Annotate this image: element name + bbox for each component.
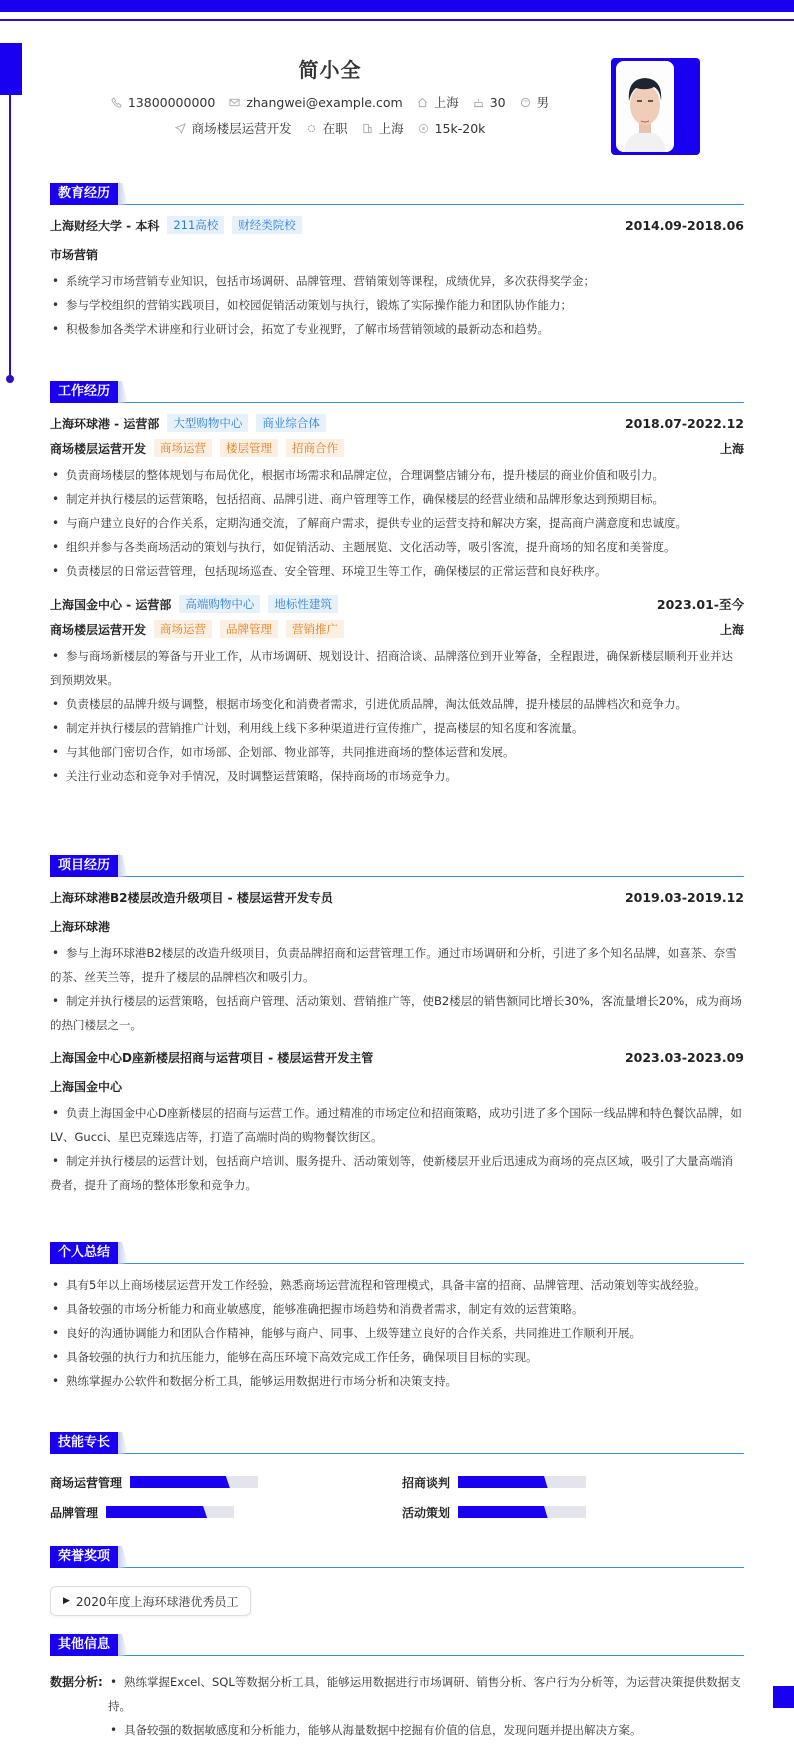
list-item: • 制定并执行楼层的营销推广计划，利用线上线下多种渠道进行宣传推广，提高楼层的知名度和客流量。 (50, 716, 744, 740)
top-accent-bar (0, 0, 794, 12)
project-row (50, 887, 744, 907)
date-range: 2023.01-至今 (656, 597, 744, 612)
list-item: • 具有5年以上商场楼层运营开发工作经验，熟悉商场运营流程和管理模式，具备丰富的招商、品牌管理、活动策划等实战经验。 (50, 1273, 744, 1297)
list-item: • 良好的沟通协调能力和团队合作精神，能够与商户、同事、上级等建立良好的合作关系，共同推进工作顺利开展。 (50, 1321, 744, 1345)
skill-item (402, 1504, 744, 1520)
section-title: 个人总结 (50, 1242, 118, 1264)
list-item: • 熟练掌握Excel、SQL等数据分析工具，能够运用数据进行市场调研、销售分析、客户行为分析等，为运营决策提供数据支持。 (108, 1670, 744, 1718)
section-title: 技能专长 (50, 1432, 118, 1454)
section-title: 教育经历 (50, 183, 118, 205)
job-role-row (50, 619, 744, 639)
job-company-row (50, 413, 744, 433)
section-summary (50, 1242, 744, 1393)
role-tag: 营销推广 (286, 620, 344, 638)
job-role: 商场楼层运营开发 (50, 441, 147, 456)
list-item: • 负责上海国金中心D座新楼层的招商与运营工作。通过精准的市场定位和招商策略，成功引进了多个国际一线品牌和特色餐饮品牌，如LV、Gucci、星巴克臻选店等，打造了高端时尚的购物餐饮街区。 (50, 1101, 744, 1149)
section-header (50, 1634, 744, 1656)
section-header (50, 1432, 744, 1454)
date-range: 2019.03-2019.12 (624, 889, 744, 905)
list-item: • 积极参加各类学术讲座和行业研讨会，拓宽了专业视野，了解市场营销领域的最新动态和趋势。 (50, 317, 744, 341)
summary-bullets (50, 1273, 744, 1393)
photo-frame (611, 58, 700, 155)
job-bullets (50, 644, 744, 788)
project-org: 上海环球港 (50, 919, 111, 934)
company-tag: 商业综合体 (256, 414, 326, 432)
list-item: • 具备较强的执行力和抗压能力，能够在高压环境下高效完成工作任务，确保项目目标的实现。 (50, 1345, 744, 1369)
other-row (50, 1670, 744, 1742)
section-other (50, 1634, 744, 1742)
contact-email: zhangwei@example.com (229, 95, 402, 110)
section-header (50, 1546, 744, 1568)
send-icon (175, 123, 186, 134)
role-tag: 品牌管理 (220, 620, 278, 638)
section-header (50, 381, 744, 403)
skill-item (402, 1474, 744, 1490)
section-title: 工作经历 (50, 381, 118, 403)
job-bullets (50, 463, 744, 583)
intent-status: 在职 (306, 119, 348, 137)
section-projects (50, 855, 744, 1197)
project-bullets (50, 1101, 744, 1197)
role-tag: 商场运营 (154, 439, 212, 457)
list-item: • 关注行业动态和竞争对手情况，及时调整运营策略，保持商场的市场竞争力。 (50, 764, 744, 788)
project-bullets (50, 941, 744, 1037)
skill-bar (106, 1506, 234, 1518)
status-icon (306, 123, 317, 134)
major-row (50, 244, 744, 264)
major: 市场营销 (50, 247, 99, 262)
list-item: • 熟练掌握办公软件和数据分析工具，能够运用数据进行市场分析和决策支持。 (50, 1369, 744, 1393)
section-awards (50, 1546, 744, 1616)
school-tag: 财经类院校 (232, 216, 302, 234)
project-org: 上海国金中心 (50, 1079, 123, 1094)
award-label: 2020年度上海环球港优秀员工 (75, 1594, 239, 1609)
job-role-row (50, 438, 744, 458)
contact-row (50, 93, 610, 111)
list-item: • 制定并执行楼层的运营计划，包括商户培训、服务提升、活动策划等，使新楼层开业后迅速成为商场的亮点区域，吸引了大量高端消费者，提升了商场的整体形象和竞争力。 (50, 1149, 744, 1197)
job-location: 上海 (719, 622, 744, 637)
date-range: 2014.09-2018.06 (624, 217, 744, 233)
other-bullets (108, 1670, 744, 1742)
list-item: • 制定并执行楼层的运营策略，包括商户管理、活动策划、营销推广等，使B2楼层的销售额同比增长30%，客流量增长20%，成为商场的热门楼层之一。 (50, 989, 744, 1037)
education-bullets (50, 269, 744, 341)
company-tag: 大型购物中心 (167, 414, 248, 432)
role-tag: 招商合作 (286, 439, 344, 457)
section-work (50, 381, 744, 788)
company-tag: 高端购物中心 (179, 595, 260, 613)
skill-name: 品牌管理 (50, 1505, 99, 1520)
skill-item (50, 1474, 402, 1490)
section-title: 荣誉奖项 (50, 1546, 118, 1568)
intent-salary: 15k-20k (418, 121, 486, 136)
section-skills (50, 1432, 744, 1520)
skill-item (50, 1504, 402, 1520)
avatar (616, 61, 674, 152)
section-title: 项目经历 (50, 855, 118, 877)
school-name: 上海财经大学 - 本科 (50, 218, 160, 233)
list-item: • 参与上海环球港B2楼层的改造升级项目，负责品牌招商和运营管理工作。通过市场调研和分析，引进了多个知名品牌，如喜茶、奈雪的茶、丝芙兰等，提升了楼层的品牌档次和吸引力。 (50, 941, 744, 989)
intent-position: 商场楼层运营开发 (175, 119, 292, 137)
list-item: • 制定并执行楼层的运营策略，包括招商、品牌引进、商户管理等工作，确保楼层的经营业绩和品牌形象达到预期目标。 (50, 487, 744, 511)
list-item: • 负责商场楼层的整体规划与布局优化，根据市场需求和品牌定位，合理调整店铺分布，提升楼层的商业价值和吸引力。 (50, 463, 744, 487)
project-org-row (50, 1076, 744, 1096)
job-location: 上海 (719, 441, 744, 456)
resume-header (50, 55, 610, 137)
contact-phone: 13800000000 (111, 95, 215, 110)
company-tag: 地标性建筑 (268, 595, 338, 613)
company-name: 上海环球港 - 运营部 (50, 416, 160, 431)
skills-grid (50, 1474, 744, 1520)
section-title: 其他信息 (50, 1634, 118, 1656)
date-range: 2023.03-2023.09 (624, 1049, 744, 1065)
skill-bar (130, 1476, 258, 1488)
list-item: • 参与学校组织的营销实践项目，如校园促销活动策划与执行，锻炼了实际操作能力和团队协作能力； (50, 293, 744, 317)
project-org-row (50, 916, 744, 936)
education-row (50, 215, 744, 235)
section-header (50, 183, 744, 205)
role-tag: 楼层管理 (220, 439, 278, 457)
salary-icon (418, 123, 429, 134)
cake-icon (473, 97, 484, 108)
role-tag: 商场运营 (154, 620, 212, 638)
candidate-name: 简小全 (298, 58, 362, 82)
left-accent-block (0, 43, 22, 95)
building-icon (362, 123, 373, 134)
list-item: • 参与商场新楼层的筹备与开业工作，从市场调研、规划设计、招商洽谈、品牌落位到开业筹备，全程跟进，确保新楼层顺利开业并达到预期效果。 (50, 644, 744, 692)
skill-name: 活动策划 (402, 1505, 451, 1520)
intent-city: 上海 (362, 119, 404, 137)
list-item: • 与其他部门密切合作，如市场部、企划部、物业部等，共同推进商场的整体运营和发展。 (50, 740, 744, 764)
list-item: • 负责楼层的品牌升级与调整，根据市场变化和消费者需求，引进优质品牌，淘汰低效品牌，提升楼层的品牌档次和竞争力。 (50, 692, 744, 716)
list-item: • 系统学习市场营销专业知识，包括市场调研、品牌管理、营销策划等课程，成绩优异，多次获得奖学金； (50, 269, 744, 293)
list-item: • 组织并参与各类商场活动的策划与执行，如促销活动、主题展览、文化活动等，吸引客流，提升商场的知名度和美誉度。 (50, 535, 744, 559)
list-item: • 具备较强的数据敏感度和分析能力，能够从海量数据中挖掘有价值的信息，发现问题并提出解决方案。 (108, 1718, 744, 1742)
phone-icon (111, 97, 122, 108)
skill-bar (458, 1476, 586, 1488)
section-header (50, 1242, 744, 1264)
list-item: • 具备较强的市场分析能力和商业敏感度，能够准确把握市场趋势和消费者需求，制定有效的运营策略。 (50, 1297, 744, 1321)
list-item: • 负责楼层的日常运营管理，包括现场巡查、安全管理、环境卫生等工作，确保楼层的正常运营和良好秩序。 (50, 559, 744, 583)
job-role: 商场楼层运营开发 (50, 622, 147, 637)
section-education (50, 183, 744, 341)
contact-city: 上海 (417, 93, 459, 111)
skill-name: 商场运营管理 (50, 1475, 123, 1490)
left-accent-rail (9, 95, 11, 378)
mail-icon (229, 97, 240, 108)
gender-icon (520, 97, 531, 108)
job-company-row (50, 594, 744, 614)
award-item[interactable] (50, 1586, 251, 1616)
company-name: 上海国金中心 - 运营部 (50, 597, 172, 612)
project-name: 上海环球港B2楼层改造升级项目 - 楼层运营开发专员 (50, 890, 333, 905)
list-item: • 与商户建立良好的合作关系，定期沟通交流，了解商户需求，提供专业的运营支持和解决方案，提高商户满意度和忠诚度。 (50, 511, 744, 535)
caret-right-icon: ▶ (63, 1596, 70, 1606)
project-row (50, 1047, 744, 1067)
skill-bar (458, 1506, 586, 1518)
school-tag: 211高校 (167, 216, 224, 234)
top-accent-line (0, 19, 794, 21)
date-range: 2018.07-2022.12 (624, 415, 744, 431)
left-accent-dot (6, 375, 14, 383)
contact-age: 30 (473, 95, 506, 110)
contact-gender: 男 (520, 93, 550, 111)
other-label: 数据分析: (50, 1675, 103, 1689)
skill-name: 招商谈判 (402, 1475, 451, 1490)
project-name: 上海国金中心D座新楼层招商与运营项目 - 楼层运营开发主管 (50, 1050, 374, 1065)
right-accent-block (773, 1686, 794, 1708)
section-header (50, 855, 744, 877)
intent-row (50, 119, 610, 137)
home-icon (417, 97, 428, 108)
